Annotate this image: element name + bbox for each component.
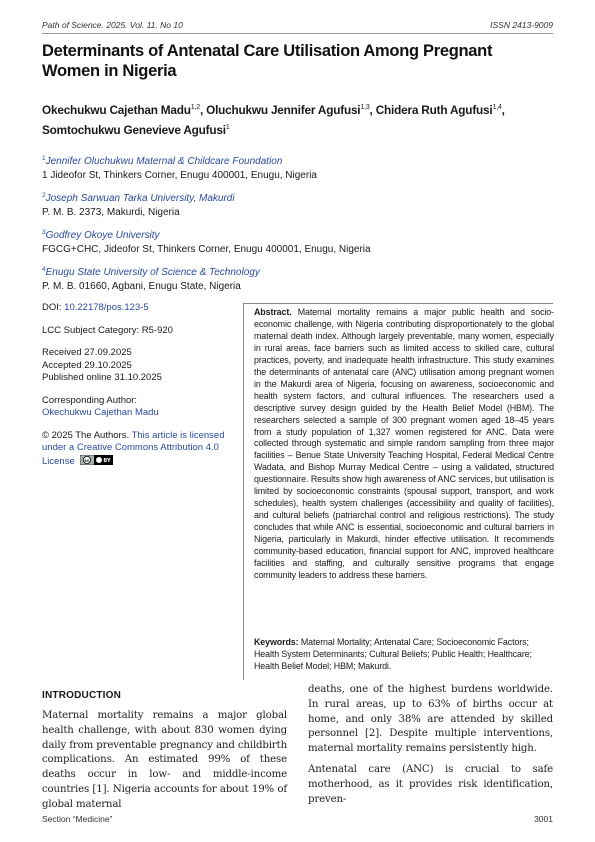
affiliation-number: 3: [42, 229, 46, 236]
affiliation-institution[interactable]: Joseph Sarwuan Tarka University, Makurdi: [45, 193, 235, 204]
affiliation: [42, 263, 562, 294]
affiliation-institution[interactable]: Jennifer Oluchukwu Maternal & Childcare Foundation: [45, 156, 283, 167]
svg-text:BY: BY: [103, 457, 111, 464]
affiliation-number: 4: [42, 266, 46, 273]
keywords-label: Keywords:: [254, 637, 299, 647]
section-heading: INTRODUCTION: [42, 690, 122, 701]
doi-link[interactable]: 10.22178/pos.123-5: [64, 302, 149, 313]
license-link[interactable]: This article is licensed under a Creative Commons Attribution 4.0: [42, 429, 225, 453]
abstract-text: Maternal mortality remains a major public health and socio-economic challenge, with Nigeria contributing disproportionately to the global maternal death index. Although largely preventable, many women, especially in rural areas, face barriers such as limited access to skilled care, cultural practices, poverty, and inadequate health infrastructure. This study examines the determinants of antenatal care (ANC) utilisation among pregnant women in the Makurdi area of Nigeria, focusing on awareness, socioeconomic and health system factors, and cultural influences. The researchers used a descriptive survey design guided by the Health Belief Model (HBM). The researchers selected a sample of 300 pregnant women aged 18–45 years from a study population of 1,327 women registered for ANC. Data were collected through systematic and simple random sampling from three major facilities – Benue State University Teaching Hospital, Federal Medical Centre Wadata, and Bishop Murray Medical Centre – using a validated, structured questionnaire. Results show high awareness of ANC services, but utilisation is limited by socioeconomic constraints (spousal support, transport, and work schedules), health system challenges (accessibility and quality of facilities), and cultural beliefs (patriarchal control and religious restrictions). The study concludes that while ANC is essential, socioeconomic and cultural barriers in Nigeria, particularly in Makurdi, hinder effective utilisation. It recommends community-based education, financial support for ANC, improved healthcare facilities and staffing, and culturally sensitive programs that engage community leaders to address these barriers.: [254, 307, 554, 580]
corresponding-author: [42, 395, 232, 420]
author-sep: ,: [369, 103, 376, 117]
affiliation: [42, 226, 562, 257]
article-title: Determinants of Antenatal Care Utilisation Among Pregnant Women in Nigeria: [42, 42, 493, 80]
license: [42, 430, 232, 469]
article-meta: [42, 302, 232, 478]
corresponding-label: Corresponding Author:: [42, 394, 138, 406]
abstract-top-rule: [243, 303, 553, 304]
header-divider: [42, 33, 553, 34]
author-name: Somtochukwu Genevieve Agufusi: [42, 123, 226, 137]
corresponding-author-link[interactable]: Okechukwu Cajethan Madu: [42, 407, 159, 418]
author-affil-sup: 1: [225, 124, 230, 131]
issn-header: ISSN 2413-9009: [490, 20, 553, 30]
affiliation: [42, 152, 562, 183]
affiliation-number: 2: [42, 192, 46, 199]
author-sep: ,: [501, 103, 505, 117]
doi: [42, 302, 232, 315]
affiliation-address: 1 Jideofor St, Thinkers Corner, Enugu 400001, Enugu, Nigeria: [42, 170, 317, 181]
license-link-end[interactable]: License: [42, 455, 75, 467]
body-paragraph: Antenatal care (ANC) is crucial to safe motherhood, as it provides risk identification, preven-: [308, 763, 553, 805]
author-sep: ,: [199, 103, 207, 117]
body-column-right: [308, 683, 553, 813]
author-affil-sup: 1,2: [190, 104, 200, 111]
journal-header: Path of Science. 2025. Vol. 11. No 10: [42, 20, 183, 30]
body-column-left: [42, 709, 287, 813]
lcc-category: LCC Subject Category: R5-920: [42, 324, 173, 336]
author-affil-sup: 1,3: [360, 104, 370, 111]
author-affil-sup: 1,4: [492, 104, 502, 111]
affiliation-list: [42, 152, 562, 300]
affiliation: [42, 189, 562, 220]
affiliation-address: FGCG+CHC, Jideofor St, Thinkers Corner, Enugu 400001, Enugu, Nigeria: [42, 244, 371, 255]
copyright-text: © 2025 The Authors.: [42, 429, 132, 441]
cc-by-icon[interactable]: [80, 455, 113, 465]
accepted-date: Accepted 29.10.2025: [42, 359, 132, 371]
abstract-rule: [243, 303, 244, 680]
keywords: [254, 637, 554, 673]
author-list: [42, 99, 557, 139]
page-number: 3001: [534, 814, 553, 824]
affiliation-institution[interactable]: Enugu State University of Science & Technology: [45, 267, 260, 278]
body-paragraph: Maternal mortality remains a major global health challenge, with about 830 women dying daily from preventable pregnancy and childbirth complications. An estimated 99% of these deaths occur in low- and middle-income countries [1]. Nigeria accounts for about 19% of global maternal: [42, 710, 287, 810]
author-name: Oluchukwu Jennifer Agufusi: [206, 103, 361, 117]
section-footer: Section “Medicine”: [42, 814, 113, 824]
received-date: Received 27.09.2025: [42, 347, 132, 358]
author-name: Chidera Ruth Agufusi: [375, 103, 493, 117]
affiliation-number: 1: [42, 155, 46, 162]
dates: [42, 347, 232, 385]
abstract-label: Abstract.: [254, 307, 292, 317]
keywords-text: Maternal Mortality; Antenatal Care; Socioeconomic Factors; Health System Determinants; Cultural Beliefs; Public Health; Healthcare; Health Belief Model; HBM; Makurdi.: [254, 637, 532, 671]
published-date: Published online 31.10.2025: [42, 372, 162, 383]
author-name: Okechukwu Cajethan Madu: [42, 103, 191, 117]
body-paragraph: deaths, one of the highest burdens worldwide. In rural areas, up to 63% of births occur at home, and only 38% are attended by skilled personnel [2]. Despite multiple interventions, maternal mortality remains persistently high.: [308, 684, 553, 755]
affiliation-address: P. M. B. 01660, Agbani, Enugu State, Nigeria: [42, 281, 241, 292]
doi-label: DOI:: [42, 302, 65, 313]
affiliation-address: P. M. B. 2373, Makurdi, Nigeria: [42, 207, 180, 218]
svg-text:cc: cc: [84, 457, 90, 463]
abstract: [254, 307, 554, 582]
affiliation-institution[interactable]: Godfrey Okoye University: [45, 230, 160, 241]
